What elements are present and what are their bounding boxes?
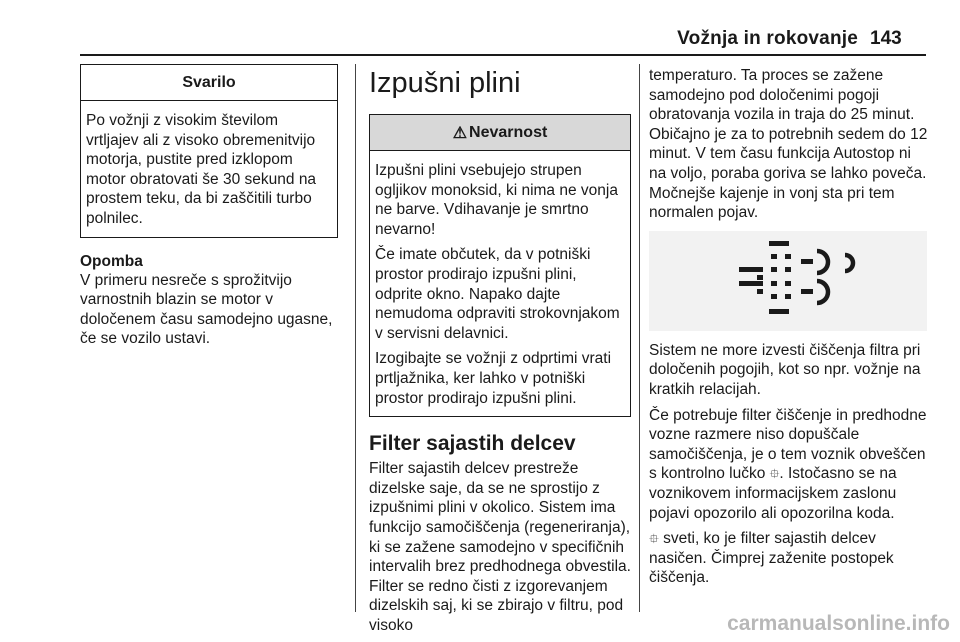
- continuation-text: temperaturo. Ta proces se zažene samodejno pod določenimi pogoji obratovanja vozila in traja do 25 minut. Običajno je za to potrebnih sedem do 12 minut. V tem času funkcija Autostop ni na voljo, poraba goriva se lahko poveča. Močnejše kajenje in vonj sta pri tem normalen pojav.: [649, 67, 928, 222]
- particulate-filter-figure: [649, 231, 927, 331]
- subsection-title: Filter sajastih delcev: [369, 432, 576, 456]
- filter-para-2-end: . Istočasno se na voznikovem informacijskem zaslonu pojavi opozorilo ali opozorilna koda.: [649, 465, 897, 522]
- header-rule: [80, 54, 926, 56]
- filter-warning-light-icon: ⯐: [769, 466, 780, 482]
- danger-paragraph-3: Izogibajte se vožnji z odprtimi vrati prtljažnika, ker lahko v potniški prostor prodirajo izpušni plini.: [375, 350, 612, 407]
- filter-para-3-text: sveti, ko je filter sajastih delcev nasičen. Čimprej zaženite postopek čiščenja.: [649, 530, 894, 587]
- watermark: carmanualsonline.info: [727, 612, 950, 635]
- column-2: [369, 64, 631, 635]
- section-title: Izpušni plini: [369, 67, 521, 99]
- column-divider-1: [355, 64, 356, 612]
- subsection-text: Filter sajastih delcev prestreže dizelske saje, da se ne sprostijo z izpušnimi plini v okolico. Sistem ima funkcijo samočiščenja (regeneriranja), ki se zažene samodejno v specifičnih intervalih brez predhodnega obvestila. Filter se redno čisti z izgorevanjem dizelskih saj, ki se zbirajo v filtru, pod visoko: [369, 460, 631, 634]
- danger-heading-bar: [370, 115, 630, 151]
- warning-triangle-icon: ⚠: [452, 124, 468, 142]
- danger-heading: Nevarnost: [469, 123, 548, 141]
- filter-para-2-start: Če potrebuje filter čiščenje in predhodne vozne razmere niso dopuščale samočiščenja, je o tem voznik obveščen s kontrolno lučko: [649, 406, 927, 483]
- filter-warning-light-icon-2: ⯐: [649, 531, 659, 547]
- header-title: Vožnja in rokovanje: [677, 28, 858, 49]
- danger-paragraph-1: Izpušni plini vsebujejo strupen ogljikov monoksid, ki nima ne vonja ne barve. Vdihavanje je smrtno nevarno!: [375, 162, 618, 238]
- particulate-filter-icon: [649, 231, 927, 331]
- column-3: [649, 66, 929, 588]
- filter-para-3: [649, 529, 929, 588]
- caution-box: [80, 64, 338, 238]
- note-text: V primeru nesreče s sprožitvijo varnostnih blazin se motor v določenem času samodejno ugasne, če se vozilo ustavi.: [80, 271, 333, 348]
- danger-paragraph-2: Če imate občutek, da v potniški prostor prodirajo izpušni plini, odprite okno. Napako dajte nemudoma odpraviti strokovnjakom v servisni delavnici.: [375, 246, 620, 342]
- filter-para-1: Sistem ne more izvesti čiščenja filtra pri določenih pogojih, kot so npr. vožnje na kratkih relacijah.: [649, 341, 921, 398]
- caution-text: Po vožnji z visokim številom vrtljajev ali z visoko obremenitvijo motorja, pustite pred izklopom motor obratovati še 30 sekund na prostem teku, da bi zaščitili turbo polnilec.: [86, 112, 317, 227]
- filter-para-2: [649, 406, 929, 524]
- danger-box: [369, 114, 631, 417]
- caution-heading: Svarilo: [81, 65, 337, 101]
- page-header: [0, 0, 960, 58]
- column-divider-2: [639, 64, 640, 612]
- note-title: Opomba: [80, 252, 143, 270]
- column-1: [80, 64, 338, 349]
- page-number: 143: [870, 28, 902, 49]
